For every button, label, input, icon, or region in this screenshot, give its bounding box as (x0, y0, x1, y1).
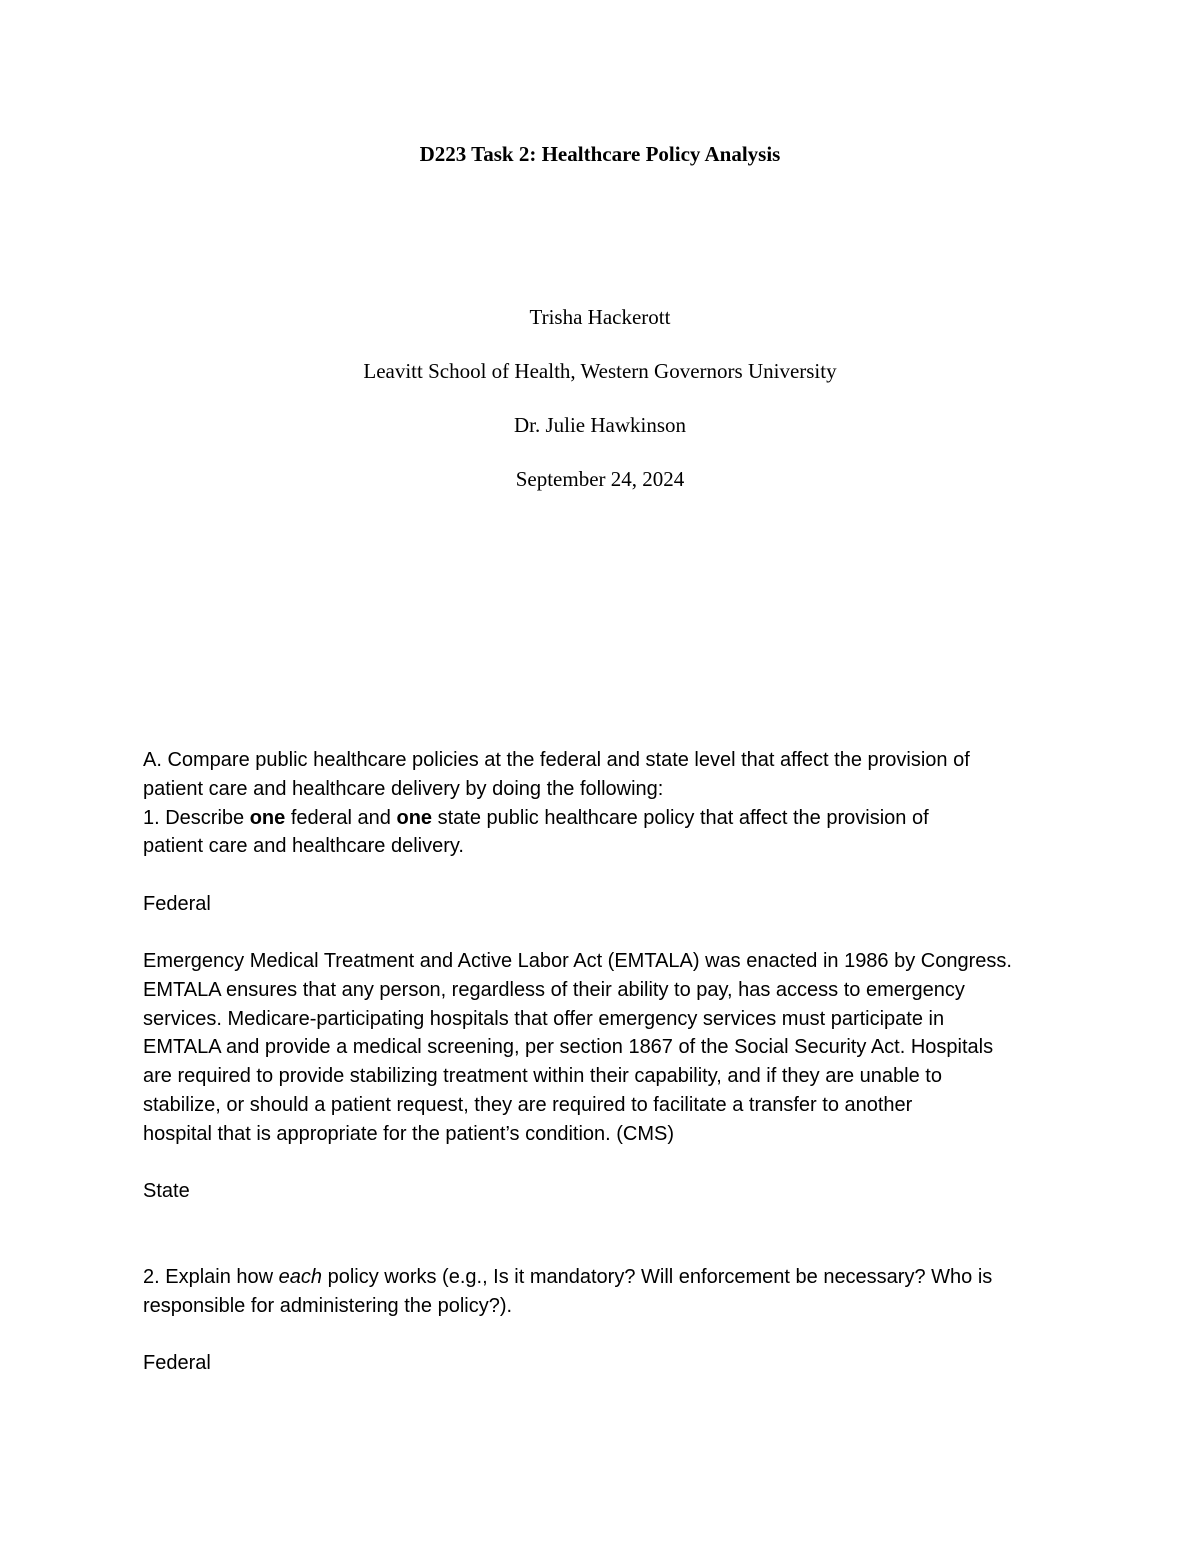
item-2-italic-each: each (278, 1266, 323, 1288)
federal-heading: Federal (143, 893, 211, 915)
item-2-line-2: responsible for administering the policy?). (143, 1294, 513, 1317)
federal-paragraph (143, 947, 1073, 1149)
state-heading: State (143, 1180, 190, 1202)
paragraph-line: EMTALA and provide a medical screening, per section 1867 of the Social Security Act. Hospitals (143, 1036, 994, 1059)
prompt-line-1: A. Compare public healthcare policies at the federal and state level that affect the provision of (143, 749, 970, 771)
item-2-line-1 (143, 1263, 1073, 1292)
paragraph-line: are required to provide stabilizing treatment within their capability, and if they are unable to (143, 1065, 942, 1088)
item-2-suffix: policy works (e.g., Is it mandatory? Will enforcement be necessary? Who is (322, 1266, 993, 1288)
federal-heading-2: Federal (143, 1352, 211, 1374)
item-1-suffix: state public healthcare policy that affect the provision of (432, 806, 929, 829)
item-1-line-2: patient care and healthcare delivery. (143, 835, 464, 858)
paragraph-line: hospital that is appropriate for the patient’s condition. (CMS) (143, 1122, 675, 1145)
document-title: D223 Task 2: Healthcare Policy Analysis (419, 142, 781, 166)
prompt-line-2: patient care and healthcare delivery by doing the following: (143, 777, 664, 800)
item-1-mid: federal and (285, 806, 397, 829)
item-2-prompt (143, 1263, 1073, 1321)
paragraph-line: EMTALA ensures that any person, regardless of their ability to pay, has access to emergency (143, 978, 965, 1001)
item-2-prefix: 2. Explain how (143, 1266, 279, 1288)
item-1-line-1 (143, 804, 1073, 833)
item-1-bold-one-state: one (396, 806, 433, 829)
institution-name: Leavitt School of Health, Western Governors University (363, 359, 837, 383)
item-1-prefix: 1. Describe (143, 806, 250, 829)
item-1-bold-one-federal: one (249, 806, 286, 829)
paragraph-line: services. Medicare-participating hospitals that offer emergency services must participate in (143, 1007, 945, 1030)
author-name: Trisha Hackerott (529, 305, 671, 329)
instructor-name: Dr. Julie Hawkinson (513, 413, 687, 437)
section-a-prompt (143, 746, 1073, 861)
paragraph-line: Emergency Medical Treatment and Active Labor Act (EMTALA) was enacted in 1986 by Congress. (143, 950, 1012, 972)
paragraph-line: stabilize, or should a patient request, they are required to facilitate a transfer to another (143, 1093, 913, 1116)
submission-date: September 24, 2024 (515, 467, 685, 491)
